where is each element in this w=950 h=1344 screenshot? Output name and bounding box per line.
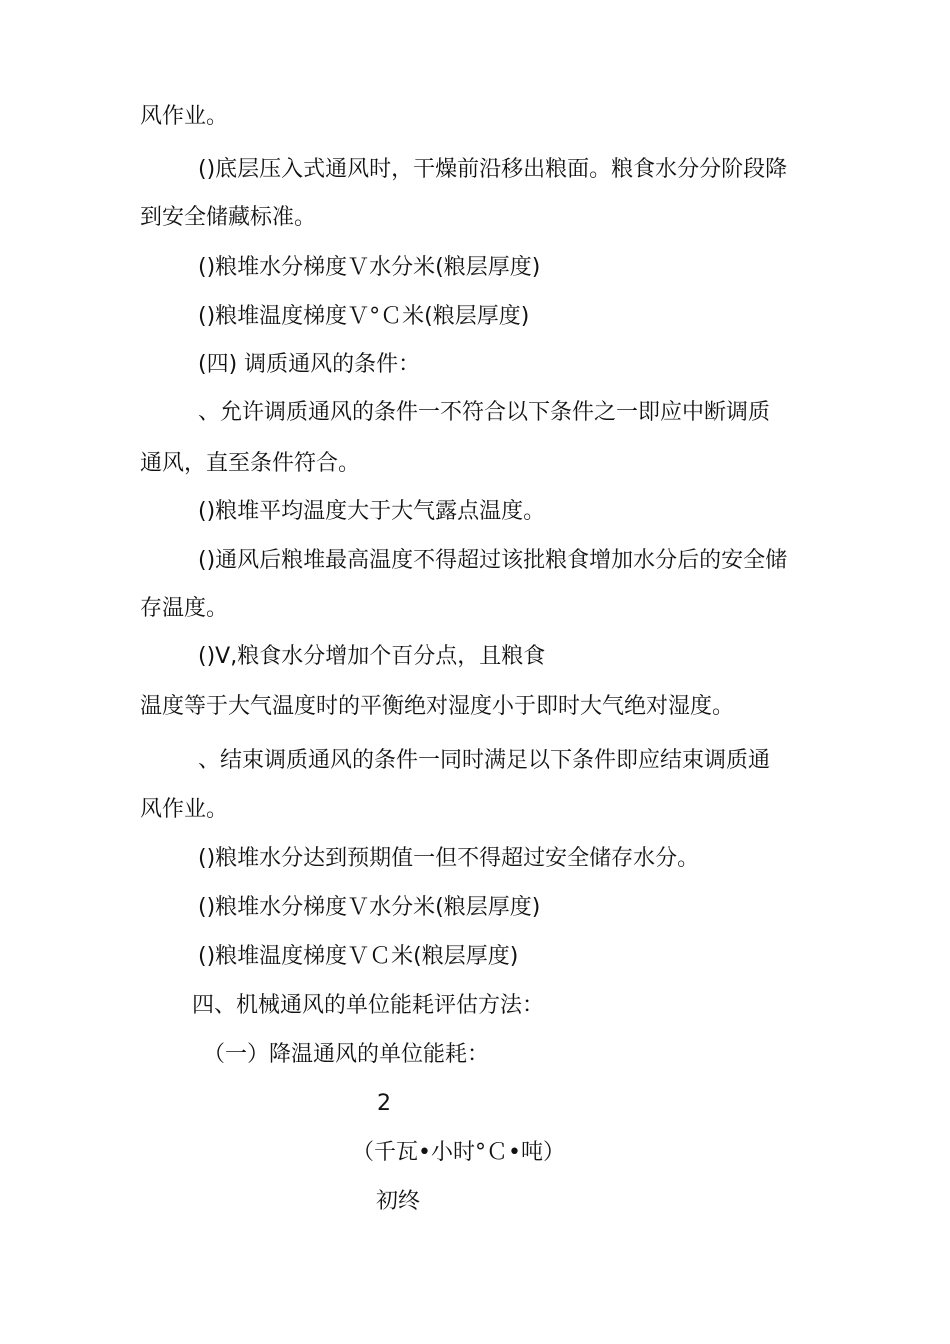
paragraph-line: ()粮堆水分梯度Ｖ水分米(粮层厚度)	[198, 895, 541, 920]
paragraph-line: ()粮堆温度梯度ＶＣ米(粮层厚度)	[198, 944, 519, 969]
paragraph-line: 、结束调质通风的条件一同时满足以下条件即应结束调质通	[198, 748, 771, 773]
paragraph-line: ()粮堆平均温度大于大气露点温度。	[198, 499, 546, 524]
paragraph-line: 风作业。	[140, 797, 229, 822]
paragraph-line: ()底层压入式通风时，干燥前沿移出粮面。粮食水分分阶段降	[198, 157, 788, 182]
formula-unit: （千瓦•小时°Ｃ•吨）	[352, 1140, 565, 1165]
formula-number: 2	[377, 1091, 391, 1116]
paragraph-line: 存温度。	[140, 596, 229, 621]
paragraph-line: 风作业。	[140, 104, 229, 129]
formula-subscript: 初终	[376, 1189, 421, 1214]
paragraph-line: ()V,粮食水分增加个百分点，且粮食	[198, 644, 546, 669]
section-heading: 四、机械通风的单位能耗评估方法：	[192, 993, 545, 1018]
paragraph-line: ()粮堆温度梯度Ｖ°Ｃ米(粮层厚度)	[198, 304, 530, 329]
paragraph-line: ()通风后粮堆最高温度不得超过该批粮食增加水分后的安全储	[198, 548, 788, 573]
paragraph-line: ()粮堆水分达到预期值一但不得超过安全储存水分。	[198, 846, 700, 871]
paragraph-line: ()粮堆水分梯度Ｖ水分米(粮层厚度)	[198, 255, 541, 280]
subsection-heading: （一）降温通风的单位能耗：	[203, 1042, 490, 1067]
paragraph-line: 到安全储藏标准。	[140, 205, 317, 230]
section-heading: (四) 调质通风的条件：	[198, 352, 421, 377]
paragraph-line: 通风，直至条件符合。	[140, 451, 361, 476]
paragraph-line: 温度等于大气温度时的平衡绝对湿度小于即时大气绝对湿度。	[140, 694, 735, 719]
paragraph-line: 、允许调质通风的条件一不符合以下条件之一即应中断调质	[198, 400, 771, 425]
